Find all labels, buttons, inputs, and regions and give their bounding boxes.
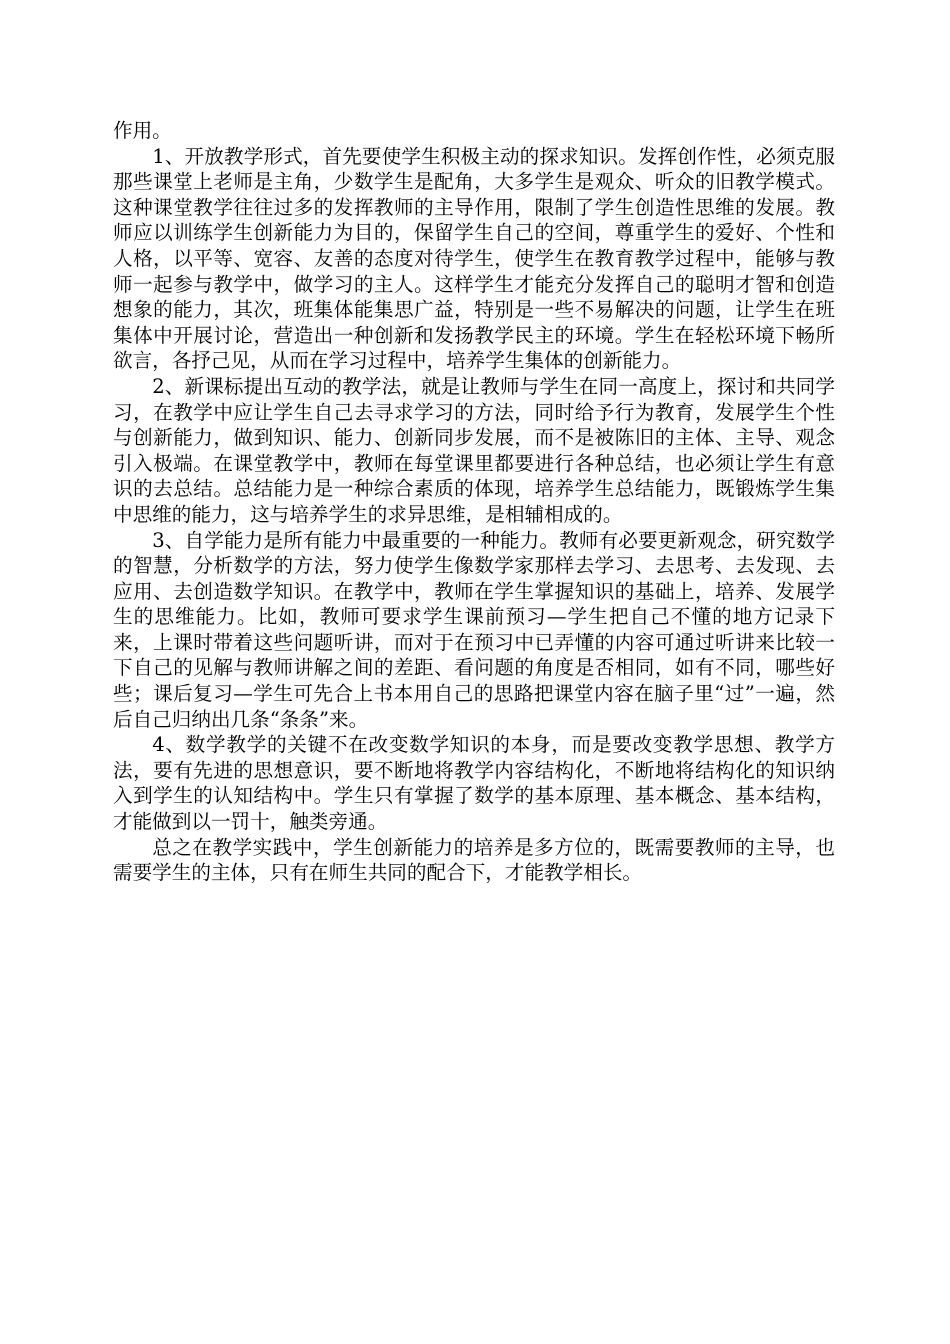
paragraph-point-3: 3、自学能力是所有能力中最重要的一种能力。教师有必要更新观念，研究数学的智慧，分析数学的方法，努力使学生像数学家那样去学习、去思考、去发现、去应用、去创造数学知识。在教学中，教师在学生掌握知识的基础上，培养、发展学生的思维能力。比如，教师可要求学生课前预习—学生把自己不懂的地方记录下来，上课时带着这些问题听讲，而对于在预习中已弄懂的内容可通过听讲来比较一下自己的见解与教师讲解之间的差距、看问题的角度是否相同，如有不同，哪些好些；课后复习—学生可先合上书本用自己的思路把课堂内容在脑子里“过”一遍，然后自己归纳出几条“条条”来。 bbox=[113, 528, 835, 731]
paragraph-point-4: 4、数学教学的关键不在改变数学知识的本身，而是要改变教学思想、教学方法，要有先进的思想意识，要不断地将教学内容结构化，不断地将结构化的知识纳入到学生的认知结构中。学生只有掌握了数学的基本原理、基本概念、基本结构，才能做到以一罚十，触类旁通。 bbox=[113, 733, 835, 834]
paragraph-point-2: 2、新课标提出互动的教学法，就是让教师与学生在同一高度上，探讨和共同学习，在教学中应让学生自己去寻求学习的方法，同时给予行为教育，发展学生个性与创新能力，做到知识、能力、创新同步发展，而不是被陈旧的主体、主导、观念引入极端。在课堂教学中，教师在每堂课里都要进行各种总结，也必须让学生有意识的去总结。总结能力是一种综合素质的体现，培养学生总结能力，既锻炼学生集中思维的能力，这与培养学生的求异思维，是相辅相成的。 bbox=[113, 374, 835, 526]
paragraph-conclusion: 总之在教学实践中，学生创新能力的培养是多方位的，既需要教师的主导，也需要学生的主体，只有在师生共同的配合下，才能教学相长。 bbox=[113, 835, 835, 885]
paragraph-continuation: 作用。 bbox=[113, 119, 172, 142]
paragraph-point-1: 1、开放教学形式，首先要使学生积极主动的探求知识。发挥创作性，必须克服那些课堂上老师是主角，少数学生是配角，大多学生是观众、听众的旧教学模式。这种课堂教学往往过多的发挥教师的主导作用，限制了学生创造性思维的发展。教师应以训练学生创新能力为目的，保留学生自己的空间，尊重学生的爱好、个性和人格，以平等、宽容、友善的态度对待学生，使学生在教育教学过程中，能够与教师一起参与教学中，做学习的主人。这样学生才能充分发挥自己的聪明才智和创造想象的能力，其次，班集体能集思广益，特别是一些不易解决的问题，让学生在班集体中开展讨论，营造出一种创新和发扬教学民主的环境。学生在轻松环境下畅所欲言，各抒己见，从而在学习过程中，培养学生集体的创新能力。 bbox=[113, 144, 835, 373]
document-body bbox=[113, 118, 835, 886]
